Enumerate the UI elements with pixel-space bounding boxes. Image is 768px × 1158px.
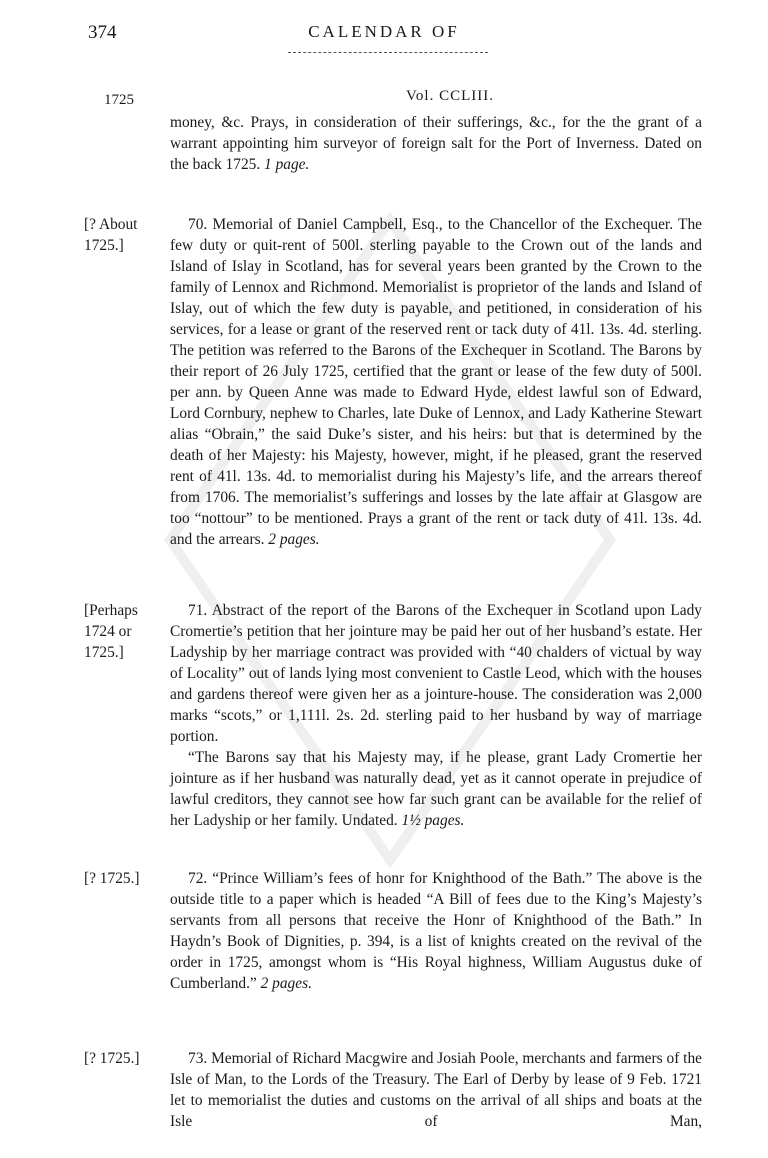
entry-72 [170, 868, 702, 994]
entry-date: [? 1725.] [84, 1050, 140, 1067]
entry-pages: 2 pages. [260, 975, 312, 992]
entry-text-2: “The Barons say that his Majesty may, if he please, grant Lady Cromertie her jointure as if her husband was naturally dead, yet as it cannot operate in prejudice of lawful creditors, they cannot see how far such grant can be available for the relief of her Ladyship or her family. Undated. [170, 749, 702, 829]
entry-continuation [170, 112, 702, 175]
entry-date: [? About 1725.] [84, 216, 138, 254]
year-marker: 1725 [104, 92, 134, 108]
entry-pages: 2 pages. [268, 531, 320, 548]
entry-71 [170, 600, 702, 831]
entry-text: 71. Abstract of the report of the Barons of the Exchequer in Scotland upon Lady Cromertie’s petition that her jointure may be paid her out of her husband’s estate. Her Ladyship by her marriage contract was provided with “40 chalders of victual by way of Locality” out of lands lying most convenient to Castle Leod, which with the houses and gardens thereof were given her as a jointure-house. The consideration was 2,000 marks “scots,” or 1,111l. 2s. 2d. sterling paid to her husband by way of marriage portion. [170, 602, 702, 745]
entry-pages: 1½ pages. [401, 812, 465, 829]
entry-date: [? 1725.] [84, 870, 140, 887]
page-number: 374 [88, 22, 117, 43]
entry-text: money, &c. Prays, in consideration of their sufferings, &c., for the the grant of a warrant appointing him surveyor of foreign salt for the Port of Inverness. Dated on the back 1725. [170, 114, 702, 173]
entry-73 [170, 1048, 702, 1132]
entry-text: 70. Memorial of Daniel Campbell, Esq., to the Chancellor of the Exchequer. The few duty or quit-rent of 500l. sterling payable to the Crown out of the lands and Island of Islay in Scotland, has for several years been granted by the Crown to the family of Lennox and Richmond. Memorialist is proprietor of the lands and Island of Islay, out of which the few duty is payable, and petitioned, in consideration of his services, for a lease or grant of the reserved rent or tack duty of 41l. 13s. 4d. sterling. The petition was referred to the Barons of the Exchequer in Scotland. The Barons by their report of 26 July 1725, certified that the grant or lease of the few duty of 500l. per ann. by Queen Anne was made to Edward Hyde, eldest lawful son of Edward, Lord Cornbury, nephew to Charles, late Duke of Lennox, and Lady Katherine Stewart alias “Obrain,” the said Duke’s sister, and his heirs: but that is determined by the death of her Majesty: his Majesty, however, might, if he pleased, grant the reserved rent of 41l. 13s. 4d. to memorialist during his Majesty’s life, and the arrears thereof from 1706. The memorialist’s sufferings and losses by the late affair at Glasgow are too “nottour” to be mentioned. Prays a grant of the rent or tack duty of 41l. 13s. 4d. and the arrears. [170, 216, 702, 548]
entry-pages: 1 page. [264, 156, 310, 173]
entry-text: 73. Memorial of Richard Macgwire and Josiah Poole, merchants and farmers of the Isle of Man, to the Lords of the Treasury. The Earl of Derby by lease of 9 Feb. 1721 let to memorialist the duties and customs on the arrival of all ships and boats at the Isle of Man, [170, 1050, 702, 1130]
volume-heading: Vol. CCLIII. [406, 88, 494, 104]
entry-text: 72. “Prince William’s fees of honr for Knighthood of the Bath.” The above is the outside title to a paper which is headed “A Bill of fees due to the King’s Majesty’s servants from all persons that receive the Honr of Knighthood of the Bath.” In Haydn’s Book of Dignities, p. 394, is a list of knights created on the revival of the order in 1725, amongst whom is “His Royal highness, William Augustus duke of Cumberland.” [170, 870, 702, 992]
header-rule [288, 52, 488, 53]
running-head: CALENDAR OF [308, 22, 460, 41]
entry-date: [Perhaps 1724 or 1725.] [84, 602, 138, 661]
entry-70 [170, 214, 702, 550]
